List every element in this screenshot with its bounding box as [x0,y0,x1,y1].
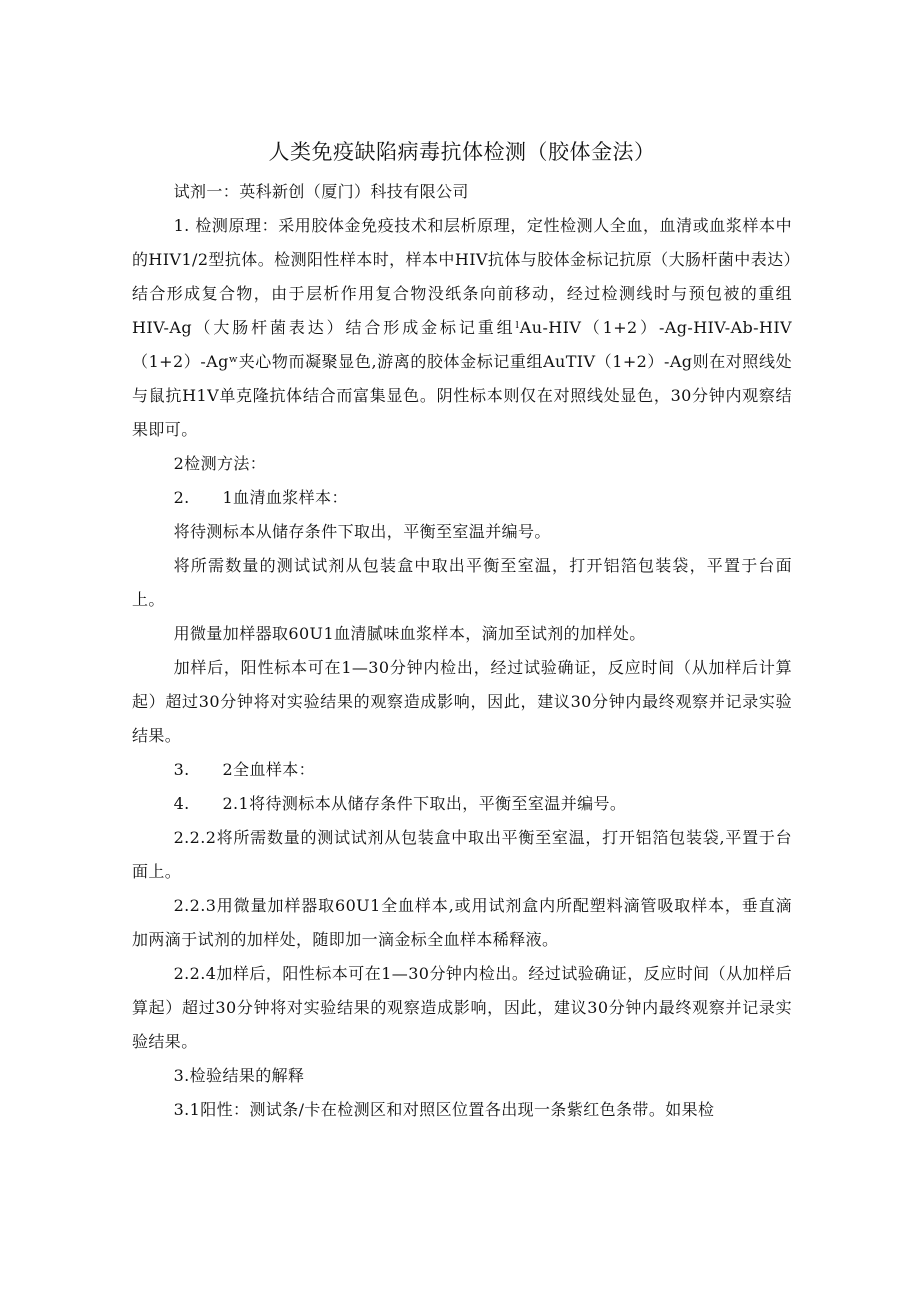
whole-blood-step-1: 4. 2.1将待测标本从储存条件下取出，平衡至室温并编号。 [173,794,627,813]
reagent-line: 试剂一：英科新创（厦门）科技有限公司 [173,182,469,201]
serum-step-4: 加样后，阳性标本可在1—30分钟内检出，经过试验确证，反应时间（从加样后计算起）超过30分钟将对实验结果的观察造成影响，因此，建议30分钟内最终观察并记录实验结果。 [132,658,792,745]
serum-step-3: 用微量加样器取60U1血清腻味血浆样本，滴加至试剂的加样处。 [173,624,646,643]
whole-blood-heading: 3. 2全血样本： [173,760,316,779]
results-heading: 3.检验结果的解释 [173,1066,305,1085]
serum-step-2: 将所需数量的测试试剂从包装盒中取出平衡至室温，打开铝箔包装袋，平置于台面上。 [132,556,792,609]
positive-result: 3.1阳性：测试条/卡在检测区和对照区位置各出现一条紫红色条带。如果检 [173,1100,715,1119]
whole-blood-step-4: 2.2.4加样后，阳性标本可在1—30分钟内检出。经过试验确证，反应时间（从加样后算起）超过30分钟将对实验结果的观察造成影响，因此，建议30分钟内最终观察并记录实验结果。 [132,964,792,1051]
method-heading: 2检测方法： [173,454,267,473]
principle-paragraph: 1. 检测原理：采用胶体金免疫技术和层析原理，定性检测人全血，血清或血浆样本中的HIV1/2型抗体。检测阳性样本时，样本中HIV抗体与胶体金标记抗原（大肠杆菌中表达）结合形成复合物，由于层析作用复合物没纸条向前移动，经过检测线时与预包被的重组HIV-Ag（大肠杆菌表达）结合形成金标记重组ˡAu-HIV（1+2）-Ag-HIV-Ab-HIV（1+2）-Agʷ夹心物而凝聚显色,游离的胶体金标记重组AuTIV（1+2）-Ag则在对照线处与鼠抗H1V单克隆抗体结合而富集显色。阴性标本则仅在对照线处显色，30分钟内观察结果即可。 [132,216,792,439]
whole-blood-step-3: 2.2.3用微量加样器取60U1全血样本,或用试剂盒内所配塑料滴管吸取样本，垂直滴加两滴于试剂的加样处，随即加一滴金标全血样本稀释液。 [132,896,792,949]
serum-plasma-heading: 2. 1血清血浆样本： [173,488,348,507]
document-title: 人类免疫缺陷病毒抗体检测（胶体金法） [268,140,656,164]
serum-step-1: 将待测标本从储存条件下取出，平衡至室温并编号。 [173,522,551,541]
document-page [132,137,792,1127]
whole-blood-step-2: 2.2.2将所需数量的测试试剂从包装盒中取出平衡至室温，打开铝箔包装袋,平置于台面上。 [132,828,792,881]
